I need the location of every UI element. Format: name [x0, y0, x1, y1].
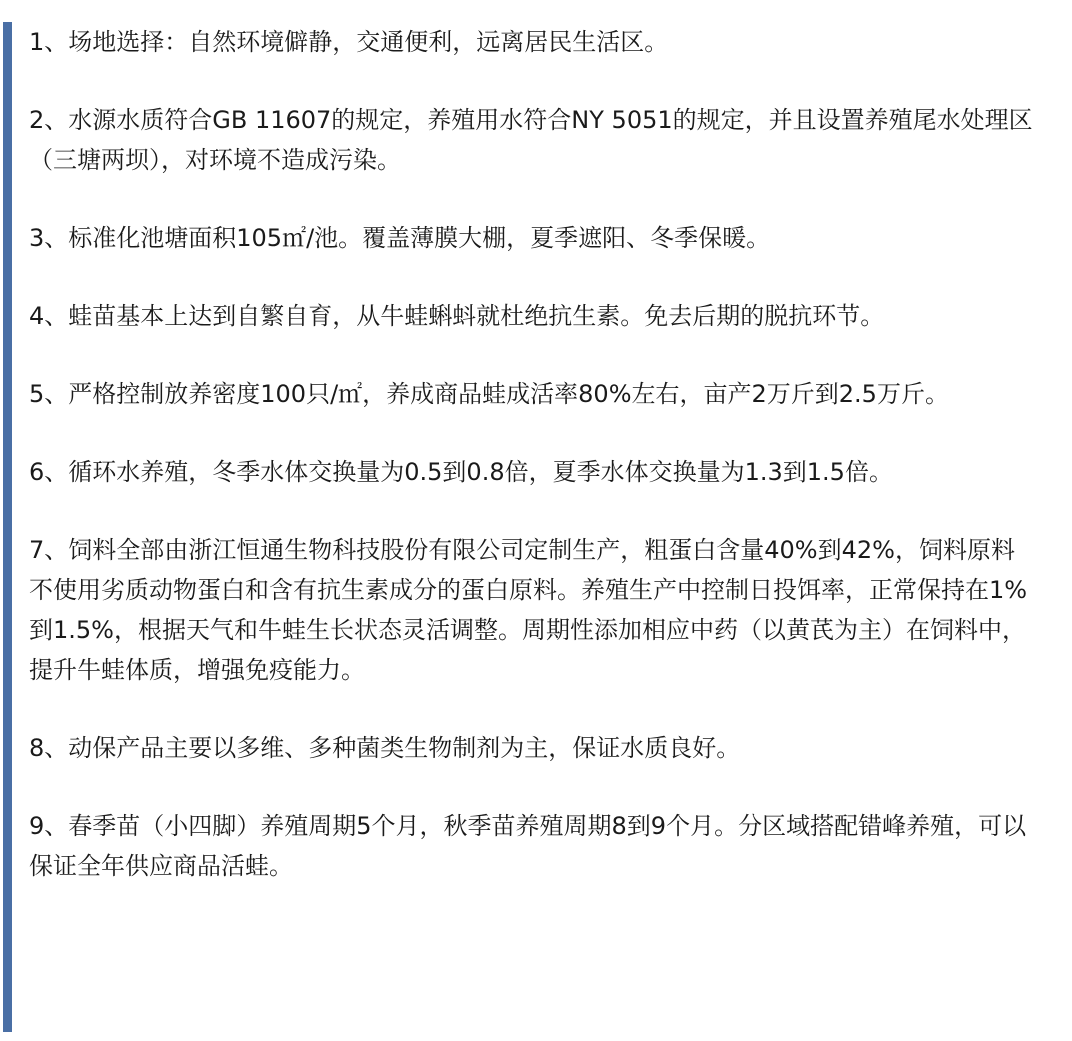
quote-block — [3, 22, 1072, 1032]
list-item-4: 4、蛙苗基本上达到自繁自育，从牛蛙蝌蚪就杜绝抗生素。免去后期的脱抗环节。 — [29, 302, 885, 330]
list-item-6: 6、循环水养殖，冬季水体交换量为0.5到0.8倍，夏季水体交换量为1.3到1.5倍。 — [29, 458, 893, 486]
list-item-9: 9、春季苗（小四脚）养殖周期5个月，秋季苗养殖周期8到9个月。分区域搭配错峰养殖，可以保证全年供应商品活蛙。 — [29, 812, 1027, 880]
list-item-5: 5、严格控制放养密度100只/㎡，养成商品蛙成活率80%左右，亩产2万斤到2.5万斤。 — [29, 380, 949, 408]
list-item-1: 1、场地选择：自然环境僻静，交通便利，远离居民生活区。 — [29, 28, 669, 56]
list-item-7: 7、饲料全部由浙江恒通生物科技股份有限公司定制生产，粗蛋白含量40%到42%，饲料原料不使用劣质动物蛋白和含有抗生素成分的蛋白原料。养殖生产中控制日投饵率，正常保持在1%到1.5%，根据天气和牛蛙生长状态灵活调整。周期性添加相应中药（以黄芪为主）在饲料中，提升牛蛙体质，增强免疫能力。 — [29, 536, 1028, 684]
list-item-2: 2、水源水质符合GB 11607的规定，养殖用水符合NY 5051的规定，并且设置养殖尾水处理区（三塘两坝），对环境不造成污染。 — [29, 106, 1033, 174]
list-item-3: 3、标准化池塘面积105㎡/池。覆盖薄膜大棚，夏季遮阳、冬季保暖。 — [29, 224, 771, 252]
list-item-8: 8、动保产品主要以多维、多种菌类生物制剂为主，保证水质良好。 — [29, 734, 741, 762]
